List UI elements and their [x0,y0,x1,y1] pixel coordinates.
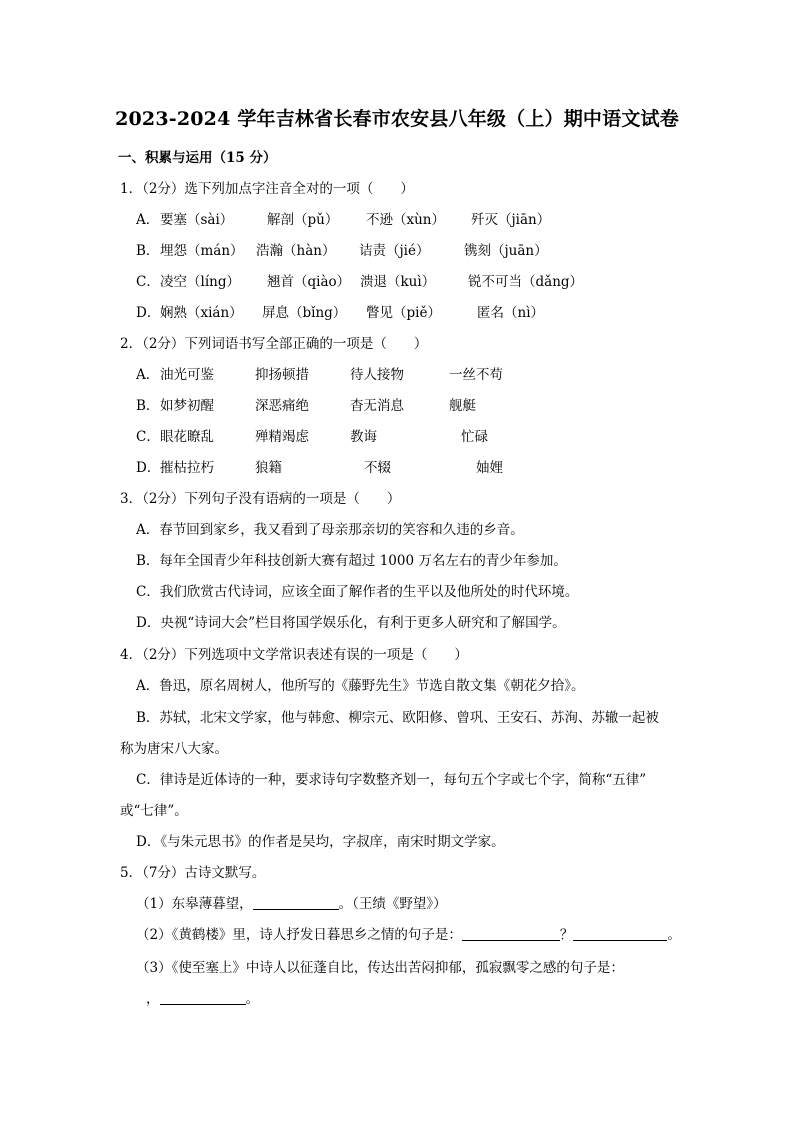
answer-blank[interactable] [253,896,339,910]
q5-stem: 5．（7分）古诗文默写。 [120,865,266,881]
q4-option-c-line2: 或“七律”。 [120,803,188,819]
page-title: 2023-2024 学年吉林省长春市农安县八年级（上）期中语文试卷 [115,108,679,130]
q4-option-c-line1: C．律诗是近体诗的一种，要求诗句字数整齐划一，每句五个字或七个字，简称“五律” [136,772,647,788]
q3-option-a: A．春节回到家乡，我又看到了母亲那亲切的笑容和久违的乡音。 [136,522,524,538]
q5-item-3-continued: ， 。 [124,987,259,1007]
q3-stem: 3．（2分）下列句子没有语病的一项是（ ） [120,491,401,507]
answer-blank[interactable] [124,992,146,1005]
q5-item-2: （2）《黄鹤楼》里，诗人抒发日暮思乡之情的句子是： ？ 。 [136,927,681,943]
q1-stem: 1．（2分）选下列加点字注音全对的一项（ ） [120,181,414,197]
q4-option-a: A．鲁迅，原名周树人，他所写的《藤野先生》节选自散文集《朝花夕拾》。 [136,678,585,694]
q3-option-c: C．我们欣赏古代诗词，应该全面了解作者的生平以及他所处的时代环境。 [136,584,579,600]
q5-item-1: （1）东皋薄暮望， 。（王绩《野望》） [136,896,447,912]
answer-blank[interactable] [462,927,560,941]
q4-stem: 4．（2分）下列选项中文学常识表述有误的一项是（ ） [120,647,468,663]
q3-option-b: B．每年全国青少年科技创新大赛有超过 1000 万名左右的青少年参加。 [136,553,567,569]
q3-option-d: D．央视“诗词大会”栏目将国学娱乐化，有利于更多人研究和了解国学。 [136,615,566,631]
q4-option-d: D．《与朱元思书》的作者是吴均，字叔庠，南宋时期文学家。 [136,834,505,850]
q5-item-3: （3）《使至塞上》中诗人以征蓬自比，传达出苦闷抑郁，孤寂飘零之感的句子是： [136,960,624,976]
section-heading: 一、积累与运用（15 分） [118,150,277,166]
exam-page: 2023-2024 学年吉林省长春市农安县八年级（上）期中语文试卷 一、积累与运用（15 分） 1．（2分）选下列加点字注音全对的一项（ ） A． 要塞（sài） 解剖（pǔ） 不逊（xùn） 歼灭（jiān） B． 埋怨（mán） 浩瀚（hàn） 诘责（jié） 镌刻（juān） C． 凌空（líng） 翘首（qiào） 溃退（kuì） 锐不可当（dǎng） D． 娴熟（xián） 屏息（bǐng） 瞥见（piě） 匿名（nì） 2．（2分）下列词语书写全部正确的一项是（ ） A． 油光可鉴 抑扬顿措 待人接物 一丝不苟 B． 如梦初醒 深恶痛绝 杳无消息 舰艇 C． 眼花瞭乱 殚精竭虑 教诲 忙碌 D． 摧枯拉朽 狼籍 不辍 妯娌 3．（2分）下列句子没有语病的一项是（ ） A．春节回到家乡，我又看到了母亲那亲切的笑容和久违的乡音。 B．每年全国青少年科技创新大赛有超过 1000 万名左右的青少年参加。 C．我们欣赏古代诗词，应该全面了解作者的生平以及他所处的时代环境。 D．央视“诗词大会”栏目将国学娱乐化，有利于更多人研究和了解国学。 4．（2分）下列选项中文学常识表述有误的一项是（ ） A．鲁迅，原名周树人，他所写的《藤野先生》节选自散文集《朝花夕拾》。 B．苏轼，北宋文学家，他与韩愈、柳宗元、欧阳修、曾巩、王安石、苏洵、苏辙一起被 称为唐宋八大家。 C．律诗是近体诗的一种，要求诗句字数整齐划一，每句五个字或七个字，简称“五律” 或“七律”。 D．《与朱元思书》的作者是吴均，字叔庠，南宋时期文学家。 5．（7分）古诗文默写。 （1）东皋薄暮望， 。（王绩《野望》） （2）《黄鹤楼》里，诗人抒发日暮思乡之情的句子是： ？ 。 （3）《使至塞上》中诗人以征蓬自比，传达出苦闷抑郁，孤寂飘零之感的句子是： ， 。 [0,0,794,1123]
answer-blank[interactable] [160,991,246,1005]
q2-stem: 2．（2分）下列词语书写全部正确的一项是（ ） [120,336,428,352]
q4-option-b-line2: 称为唐宋八大家。 [120,741,228,757]
answer-blank[interactable] [573,927,667,941]
q4-option-b-line1: B．苏轼，北宋文学家，他与韩愈、柳宗元、欧阳修、曾巩、王安石、苏洵、苏辙一起被 [136,710,659,726]
